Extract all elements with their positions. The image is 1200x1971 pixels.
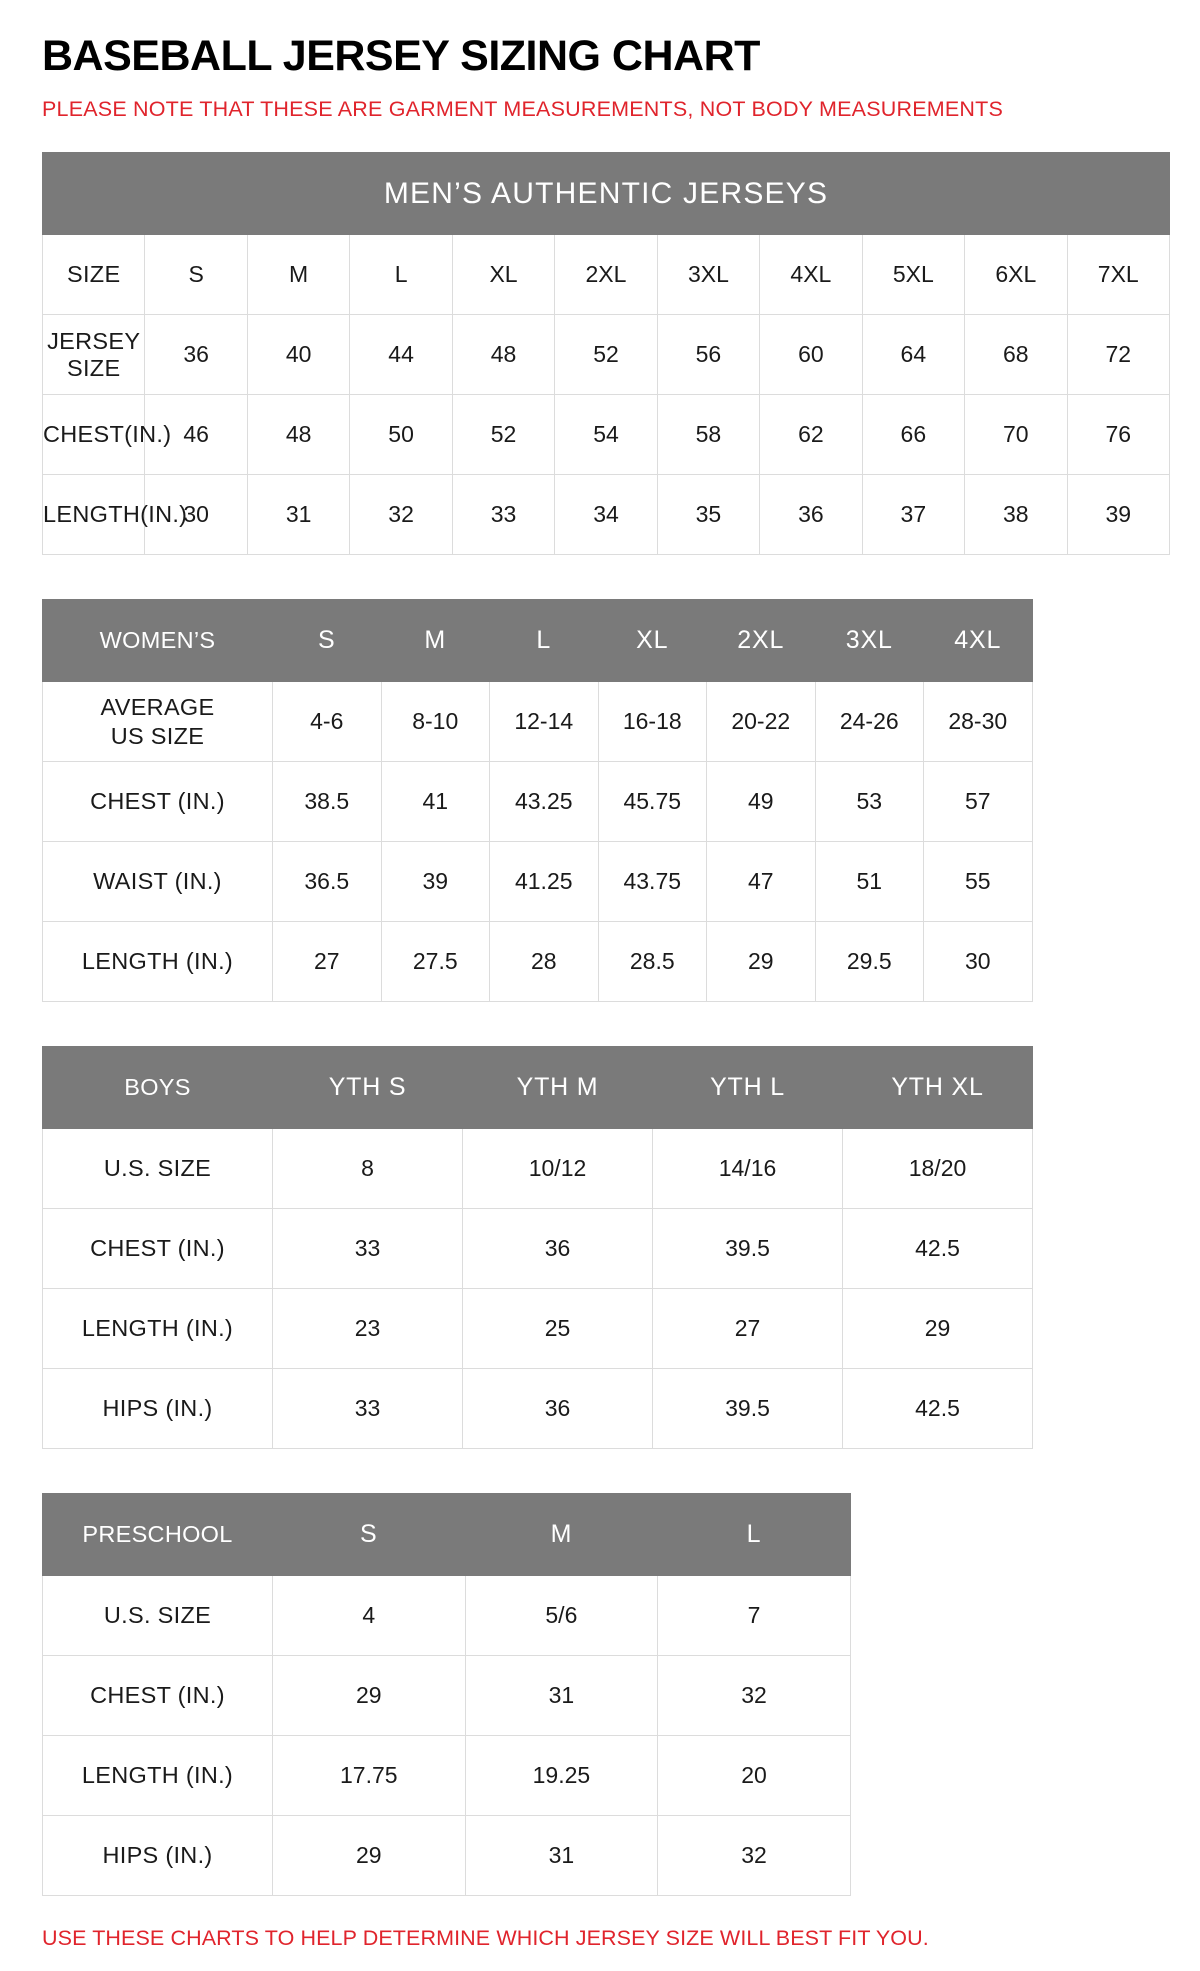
preschool-label: PRESCHOOL [43,1494,273,1576]
row-label [43,682,273,762]
cell: 50 [350,395,452,475]
cell: 48 [452,315,554,395]
table-row [43,842,1033,922]
boys-label: BOYS [43,1047,273,1129]
cell: 57 [924,762,1033,842]
row-label: CHEST (IN.) [43,1656,273,1736]
cell: 27 [653,1289,843,1369]
table-row [43,1369,1033,1449]
cell: 42.5 [843,1209,1033,1289]
boys-size-yth-s: YTH S [273,1047,463,1129]
womens-size-s: S [273,600,382,682]
table-banner-row [43,153,1170,235]
mens-size-4xl: 4XL [760,235,862,315]
table-row [43,395,1170,475]
cell: 72 [1067,315,1169,395]
table-row [43,475,1170,555]
cell: 29 [707,922,816,1002]
preschool-sizing-table [42,1493,851,1896]
cell: 70 [965,395,1067,475]
cell: 53 [815,762,924,842]
cell: 60 [760,315,862,395]
row-label: CHEST (IN.) [43,762,273,842]
table-row [43,1736,851,1816]
preschool-size-l: L [658,1494,851,1576]
cell: 32 [658,1656,851,1736]
cell: 48 [247,395,349,475]
cell: 36 [760,475,862,555]
cell: 17.75 [273,1736,466,1816]
cell: 14/16 [653,1129,843,1209]
boys-size-yth-xl: YTH XL [843,1047,1033,1129]
cell: 38 [965,475,1067,555]
cell: 39.5 [653,1209,843,1289]
cell: 51 [815,842,924,922]
row-label: U.S. SIZE [43,1576,273,1656]
cell: 24-26 [815,682,924,762]
cell: 33 [452,475,554,555]
page-title: BASEBALL JERSEY SIZING CHART [42,32,760,80]
cell: 56 [657,315,759,395]
cell: 28.5 [598,922,707,1002]
cell: 25 [463,1289,653,1369]
cell: 34 [555,475,657,555]
womens-size-3xl: 3XL [815,600,924,682]
cell: 5/6 [465,1576,658,1656]
row-label: WAIST (IN.) [43,842,273,922]
womens-size-4xl: 4XL [924,600,1033,682]
cell: 10/12 [463,1129,653,1209]
table-header-row [43,235,1170,315]
mens-size-7xl: 7XL [1067,235,1169,315]
cell: 45.75 [598,762,707,842]
row-label: JERSEY SIZE [43,315,145,395]
mens-size-2xl: 2XL [555,235,657,315]
cell: 29 [273,1656,466,1736]
cell: 42.5 [843,1369,1033,1449]
womens-sizing-table [42,599,1033,1002]
cell: 27 [273,922,382,1002]
mens-size-l: L [350,235,452,315]
cell: 52 [555,315,657,395]
cell: 49 [707,762,816,842]
row-label-line1: AVERAGE [100,694,215,721]
table-row [43,1816,851,1896]
row-label-line2: US SIZE [110,722,205,749]
womens-label: WOMEN’S [43,600,273,682]
cell: 28-30 [924,682,1033,762]
cell: 35 [657,475,759,555]
cell: 36 [463,1209,653,1289]
cell: 19.25 [465,1736,658,1816]
mens-banner: MEN’S AUTHENTIC JERSEYS [43,153,1170,235]
cell: 40 [247,315,349,395]
cell: 33 [273,1209,463,1289]
cell: 66 [862,395,964,475]
cell: 27.5 [381,922,490,1002]
row-label: HIPS (IN.) [43,1369,273,1449]
mens-size-5xl: 5XL [862,235,964,315]
cell: 58 [657,395,759,475]
row-label: U.S. SIZE [43,1129,273,1209]
mens-size-label: SIZE [43,235,145,315]
row-label: CHEST(IN.) [43,395,145,475]
cell: 31 [247,475,349,555]
womens-size-2xl: 2XL [707,600,816,682]
cell: 8 [273,1129,463,1209]
preschool-size-m: M [465,1494,658,1576]
cell: 46 [145,395,247,475]
table-row [43,762,1033,842]
row-label: LENGTH (IN.) [43,1289,273,1369]
table-row [43,1209,1033,1289]
womens-size-xl: XL [598,600,707,682]
cell: 23 [273,1289,463,1369]
cell: 76 [1067,395,1169,475]
cell: 43.25 [490,762,599,842]
cell: 37 [862,475,964,555]
cell: 31 [465,1656,658,1736]
cell: 43.75 [598,842,707,922]
mens-sizing-table [42,152,1170,555]
cell: 52 [452,395,554,475]
cell: 20-22 [707,682,816,762]
row-label: HIPS (IN.) [43,1816,273,1896]
cell: 33 [273,1369,463,1449]
mens-size-3xl: 3XL [657,235,759,315]
footer-note: USE THESE CHARTS TO HELP DETERMINE WHICH JERSEY SIZE WILL BEST FIT YOU. [42,1926,929,1951]
cell: 29.5 [815,922,924,1002]
cell: 44 [350,315,452,395]
cell: 36 [463,1369,653,1449]
row-label: LENGTH (IN.) [43,922,273,1002]
row-label: LENGTH (IN.) [43,1736,273,1816]
table-header-row [43,1047,1033,1129]
mens-size-s: S [145,235,247,315]
table-row [43,1576,851,1656]
table-row [43,1656,851,1736]
cell: 28 [490,922,599,1002]
cell: 4 [273,1576,466,1656]
cell: 54 [555,395,657,475]
cell: 32 [350,475,452,555]
cell: 20 [658,1736,851,1816]
mens-size-xl: XL [452,235,554,315]
cell: 36 [145,315,247,395]
table-row [43,1129,1033,1209]
row-label: CHEST (IN.) [43,1209,273,1289]
cell: 16-18 [598,682,707,762]
womens-size-l: L [490,600,599,682]
cell: 38.5 [273,762,382,842]
cell: 31 [465,1816,658,1896]
cell: 12-14 [490,682,599,762]
cell: 30 [145,475,247,555]
cell: 39 [381,842,490,922]
preschool-size-s: S [273,1494,466,1576]
womens-size-m: M [381,600,490,682]
cell: 7 [658,1576,851,1656]
row-label: LENGTH(IN.) [43,475,145,555]
table-row [43,922,1033,1002]
boys-sizing-table [42,1046,1033,1449]
cell: 4-6 [273,682,382,762]
table-header-row [43,600,1033,682]
cell: 68 [965,315,1067,395]
boys-size-yth-m: YTH M [463,1047,653,1129]
measurement-note: PLEASE NOTE THAT THESE ARE GARMENT MEASUREMENTS, NOT BODY MEASUREMENTS [42,97,1003,122]
table-row [43,315,1170,395]
table-row [43,682,1033,762]
cell: 55 [924,842,1033,922]
cell: 39.5 [653,1369,843,1449]
cell: 8-10 [381,682,490,762]
cell: 36.5 [273,842,382,922]
cell: 47 [707,842,816,922]
cell: 39 [1067,475,1169,555]
cell: 32 [658,1816,851,1896]
cell: 41.25 [490,842,599,922]
cell: 29 [273,1816,466,1896]
cell: 30 [924,922,1033,1002]
table-header-row [43,1494,851,1576]
table-row [43,1289,1033,1369]
cell: 18/20 [843,1129,1033,1209]
cell: 29 [843,1289,1033,1369]
boys-size-yth-l: YTH L [653,1047,843,1129]
cell: 64 [862,315,964,395]
cell: 62 [760,395,862,475]
mens-size-6xl: 6XL [965,235,1067,315]
mens-size-m: M [247,235,349,315]
cell: 41 [381,762,490,842]
